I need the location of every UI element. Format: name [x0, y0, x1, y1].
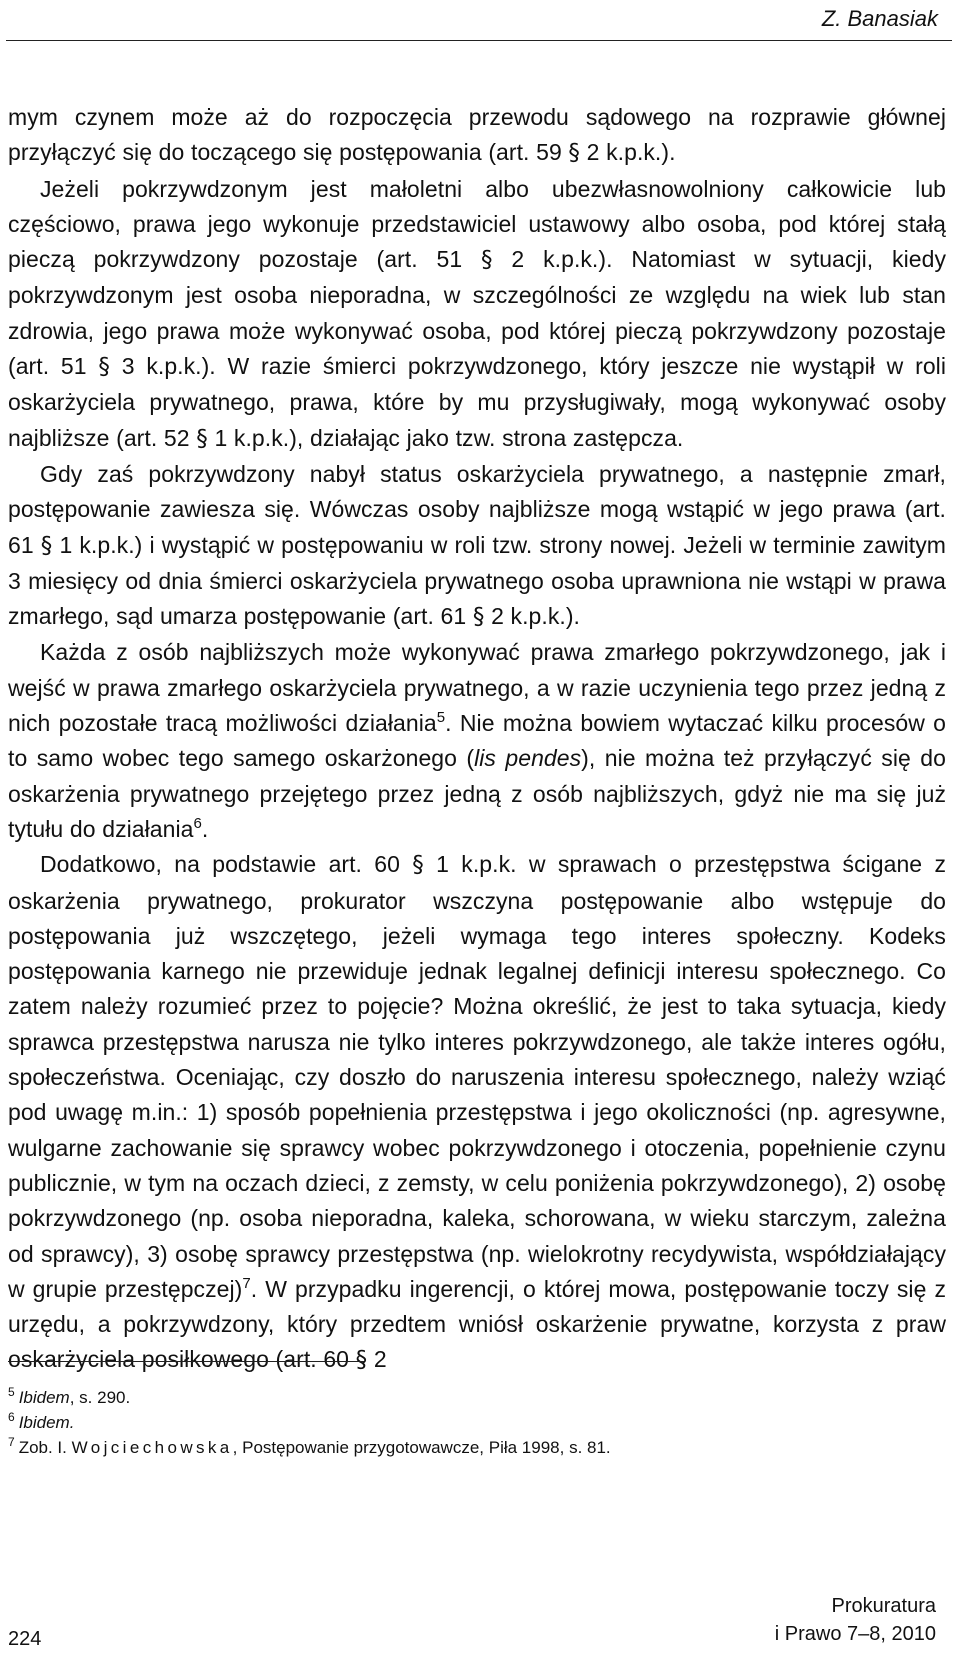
footnote-author-spaced: Wojciechowska: [71, 1438, 233, 1457]
footnote-text: Zob. I.: [18, 1438, 72, 1457]
footnote-number: 6: [8, 1410, 15, 1424]
footnotes: [8, 1385, 948, 1460]
text-run: 1 k.p.k. w sprawach o przestępstwa ścigane z oskarżenia prywatnego, prokurator wszczyna postępowanie albo wstępuje do postępowania już wszczętego, jeżeli wymaga tego interes społeczny. Kodeks postępowania karnego nie przewiduje jednak legalnej definicji interesu społecznego. Co zatem należy rozumieć przez to pojęcie? Można określić, że jest to taka sytuacja, kiedy sprawca przestępstwa narusza nie tylko interes pokrzywdzonego, ale także interes ogółu, społeczeństwa. Oceniając, czy doszło do naruszenia interesu społecznego, należy wziąć pod uwagę m.in.: 1) sposób popełnienia przestępstwa i jego okoliczności (np. agresywne, wulgarne zachowanie się sprawcy wobec pokrzywdzonego i otoczenia, popełnienie czynu publicznie, w tym na oczach dzieci, z zemsty, w celu poniżenia pokrzywdzonego), 2) osobę pokrzywdzonego (np. osoba nieporadna, kaleka, schorowana, w wieku starczym, zależna od sprawcy), 3) osobę sprawcy przestępstwa (np. wielokrotny recydywista, współdziałający w grupie przestępczej): [8, 851, 947, 1302]
latin-term: lis pendes: [474, 745, 582, 772]
section-sign: §: [355, 1347, 368, 1374]
section-sign: §: [412, 852, 424, 879]
text-run: 2: [367, 1346, 387, 1373]
footnote-italic: Ibidem: [18, 1388, 70, 1407]
page-header: [0, 0, 960, 66]
text-run: .: [201, 815, 209, 842]
footnote-separator: [8, 1361, 364, 1362]
journal-title: Prokuratura: [831, 1595, 936, 1617]
header-rule: [6, 40, 952, 41]
journal-info: [775, 1592, 936, 1648]
footnote-5: [8, 1385, 948, 1410]
text-run: Dodatkowo, na podstawie art. 60: [40, 851, 413, 878]
text-run: Jeżeli pokrzywdzonym jest małoletni albo ubezwłasnowolniony całkowicie lub częściowo, prawa jego wykonuje przedstawiciel ustawowy albo osoba, pod której stałą pieczą pokrzywdzony pozostaje (art. 51: [8, 175, 946, 273]
paragraph-2: [8, 172, 946, 457]
footnote-text: , s. 290.: [69, 1388, 131, 1407]
section-sign: §: [40, 532, 53, 559]
footnote-ref-5[interactable]: 5: [436, 709, 446, 727]
text-run: 2 k.p.k.).: [579, 139, 676, 166]
page-number: 224: [8, 1628, 42, 1650]
journal-issue: i Prawo 7–8, 2010: [774, 1623, 936, 1645]
text-run: . Nie można bowiem wytaczać kilku procesów o to samo wobec tego samego oskarżonego (: [8, 710, 947, 772]
text-run: Gdy zaś pokrzywdzony nabył status oskarżyciela prywatnego, a następnie zmarł, postępowanie zawiesza się. Wówczas osoby najbliższe mogą wstąpić w jego prawa (art. 61: [8, 460, 946, 558]
text-run: . W przypadku ingerencji, o której mowa, postępowanie toczy się z urzędu, a pokrzywdzony, który przedtem wniósł oskarżenie prywatne, korzysta z praw oskarżyciela posiłkowego (art. 60: [8, 1275, 946, 1373]
footnote-ref-7[interactable]: 7: [242, 1274, 251, 1292]
footnote-number: 5: [8, 1385, 15, 1399]
footnote-italic: Ibidem.: [18, 1413, 75, 1432]
text-run: ), nie można też przyłączyć się do oskarżenia prywatnego przejętego przez jedną z osób najbliższych, gdyż nie ma się już tytułu do działania: [8, 745, 946, 842]
paragraph-4: [8, 635, 946, 847]
paragraph-1: [8, 100, 946, 172]
paragraph-3: [8, 457, 946, 635]
footnote-6: [8, 1410, 948, 1435]
section-sign: §: [568, 140, 580, 167]
section-sign: §: [196, 425, 208, 452]
text-run: mym czynem może aż do rozpoczęcia przewodu sądowego na rozprawie głównej przyłączyć się do toczącego się postępowania (art. 59: [8, 104, 946, 166]
running-head-author: Z. Banasiak: [821, 6, 938, 31]
section-sign: §: [481, 247, 493, 274]
text-run: 1 k.p.k.) i wystąpić w postępowaniu w roli tzw. strony nowej. Jeżeli w terminie zawitym 3 miesięcy od dnia śmierci oskarżyciela prywatnego osoba uprawniona nie wstąpi w prawa zmarłego, sąd umarza postępowanie (art. 61: [8, 531, 946, 630]
text-run: 1 k.p.k.), działając jako tzw. strona zastępcza.: [207, 424, 684, 451]
section-sign: §: [472, 604, 485, 631]
text-run: 2 k.p.k.). Natomiast w sytuacji, kiedy pokrzywdzonym jest osoba nieporadna, w szczególności ze względu na wiek lub stan zdrowia, jego prawa może wykonywać osoba, pod której pieczą pokrzywdzony pozostaje (art. 51: [8, 246, 946, 380]
text-run: 3 k.p.k.). W razie śmierci pokrzywdzonego, który jeszcze nie wystąpił w roli oskarżyciela prywatnego, prawa, które by mu przysługiwały, mogą wykonywać osoby najbliższe (art. 52: [8, 353, 946, 451]
main-text: [8, 100, 946, 1379]
text-run: Każda z osób najbliższych może wykonywać prawa zmarłego pokrzywdzonego, jak i wejść w prawa zmarłego oskarżyciela prywatnego, a w razie uczynienia tego przez jedną z nich pozostałe tracą możliwości działania: [8, 639, 946, 737]
footnote-ref-6[interactable]: 6: [193, 814, 202, 832]
text-run: 2 k.p.k.).: [484, 603, 580, 630]
footnote-number: 7: [8, 1435, 15, 1449]
section-sign: §: [98, 354, 110, 381]
footnote-text: , Postępowanie przygotowawcze, Piła 1998, s. 81.: [232, 1438, 611, 1457]
paragraph-5: [8, 847, 946, 1378]
footnote-7: [8, 1435, 948, 1460]
